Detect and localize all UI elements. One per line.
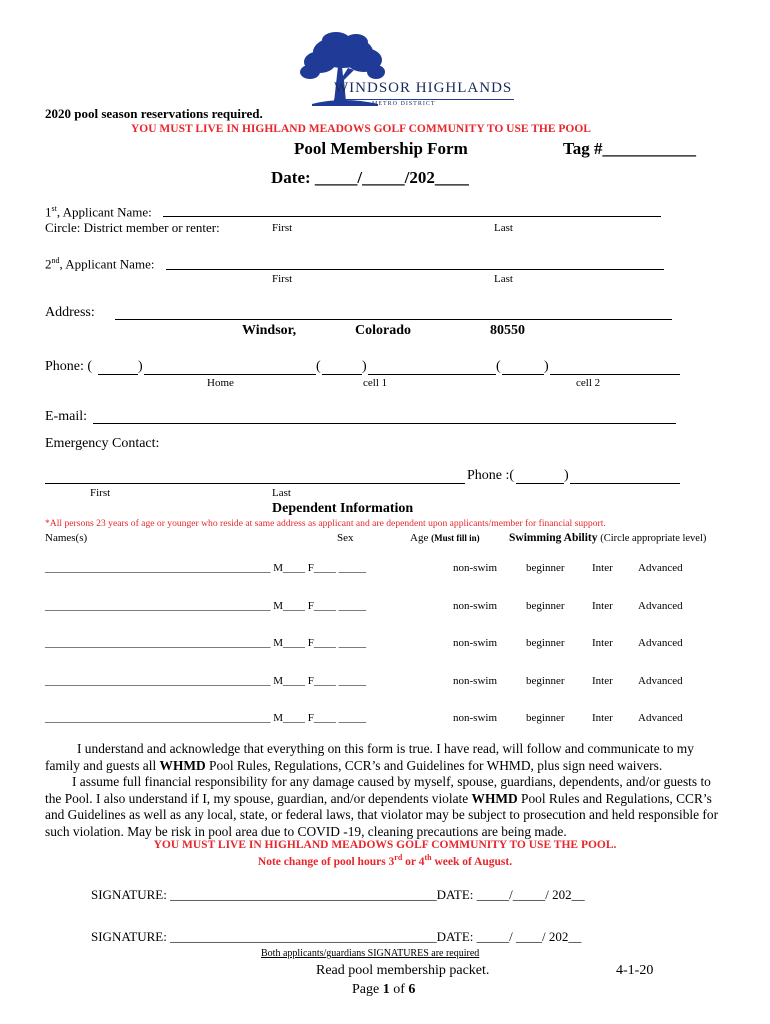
pool-hours-note: Note change of pool hours 3rd or 4th week of August. (257, 853, 513, 868)
emergency-last-label: Last (272, 487, 291, 499)
phone-cell1-field[interactable] (368, 374, 496, 375)
emergency-phone-area-field[interactable] (516, 483, 564, 484)
applicant2-first-label: First (272, 273, 293, 285)
level-non-swim[interactable]: non-swim (453, 675, 497, 687)
level-advanced[interactable]: Advanced (638, 637, 683, 649)
applicant1-circle-label: Circle: District member or renter: (45, 220, 220, 235)
logo-rule (334, 99, 514, 100)
level-non-swim[interactable]: non-swim (453, 600, 497, 612)
level-non-swim[interactable]: non-swim (453, 637, 497, 649)
footer-revision-date: 4-1-20 (616, 963, 654, 978)
phone-paren-close-3: ) (544, 359, 549, 374)
footer-read-packet: Read pool membership packet. (316, 963, 490, 978)
level-advanced[interactable]: Advanced (638, 675, 683, 687)
level-beginner[interactable]: beginner (526, 675, 565, 687)
col-sex-header: Sex (337, 532, 354, 544)
level-non-swim[interactable]: non-swim (453, 712, 497, 724)
level-advanced[interactable]: Advanced (638, 562, 683, 574)
address-zip: 80550 (490, 323, 525, 338)
phone-home-label: Home (207, 377, 234, 389)
applicant1-first-label: First (272, 222, 293, 234)
level-advanced[interactable]: Advanced (638, 600, 683, 612)
dependent-entry-line[interactable]: _________________________________________ M____ F____ _____ (45, 637, 367, 649)
phone-paren-open-3: ( (496, 359, 501, 374)
applicant1-label: 1st, Applicant Name: (45, 204, 152, 220)
phone-cell1-area-field[interactable] (322, 374, 362, 375)
level-beginner[interactable]: beginner (526, 637, 565, 649)
logo-name: WINDSOR HIGHLANDS (334, 80, 513, 96)
level-inter[interactable]: Inter (592, 600, 613, 612)
phone-home-area-field[interactable] (98, 374, 138, 375)
level-beginner[interactable]: beginner (526, 712, 565, 724)
dependent-entry-line[interactable]: _________________________________________ M____ F____ _____ (45, 712, 367, 724)
col-names-header: Names(s) (45, 532, 88, 544)
logo (298, 30, 518, 110)
dependent-entry-line[interactable]: _________________________________________ M____ F____ _____ (45, 562, 367, 574)
level-inter[interactable]: Inter (592, 675, 613, 687)
level-inter[interactable]: Inter (592, 637, 613, 649)
signature-line-1[interactable]: SIGNATURE: _________________________________________DATE: _____/_____/ 202__ (91, 887, 585, 902)
emergency-phone-field[interactable] (570, 483, 680, 484)
address-city: Windsor, (242, 323, 297, 338)
address-field[interactable] (115, 319, 672, 320)
applicant1-last-label: Last (494, 222, 513, 234)
email-label: E-mail: (45, 409, 87, 424)
address-state: Colorado (355, 323, 411, 338)
phone-label: Phone: ( (45, 359, 93, 374)
dependent-entry-line[interactable]: _________________________________________ M____ F____ _____ (45, 600, 367, 612)
table-row (45, 712, 725, 728)
level-beginner[interactable]: beginner (526, 600, 565, 612)
agreement-paragraph-1: I understand and acknowledge that everything on this form is true. I have read, will follow and communicate to my family and guests all WHMD Pool Rules, Regulations, CCR’s and Guidelines for WHMD, plus sign need waivers. (45, 741, 694, 773)
tree-icon (298, 30, 388, 110)
phone-cell2-field[interactable] (550, 374, 680, 375)
applicant2-last-label: Last (494, 273, 513, 285)
tag-field[interactable]: Tag #___________ (563, 139, 697, 158)
residency-warning-2: YOU MUST LIVE IN HIGHLAND MEADOWS GOLF COMMUNITY TO USE THE POOL. (153, 839, 617, 851)
page-number: Page 1 of 6 (352, 982, 416, 997)
phone-paren-close: ) (138, 359, 143, 374)
emergency-first-label: First (90, 487, 111, 499)
dependents-note: *All persons 23 years of age or younger who reside at same address as applicant and are dependent upon applicants/member for financial support. (45, 518, 606, 529)
logo-sub: METRO DISTRICT (372, 101, 436, 107)
col-swim-header: Swimming Ability (Circle appropriate level) (509, 532, 707, 544)
applicant2-label: 2nd, Applicant Name: (45, 256, 155, 272)
signature-requirement-note: Both applicants/guardians SIGNATURES are required (261, 948, 480, 959)
applicant2-name-field[interactable] (166, 269, 664, 270)
phone-paren-close-2: ) (362, 359, 367, 374)
emergency-paren-close: ) (564, 468, 569, 483)
level-advanced[interactable]: Advanced (638, 712, 683, 724)
phone-paren-open-2: ( (316, 359, 321, 374)
level-non-swim[interactable]: non-swim (453, 562, 497, 574)
level-beginner[interactable]: beginner (526, 562, 565, 574)
agreement-paragraph-2: I assume full financial responsibility for any damage caused by myself, spouse, guardians, dependents, and/or guests to the Pool. I also understand if I, my spouse, guardian, and/or dependents violate WHMD Pool Rules and Regulations, CCR’s and Guidelines as well as any local, state, or federal laws, that violator may be subject to prosecution and held responsible for such violation. May be risk in pool area due to COVID -19, cleaning precautions are being made. (45, 774, 719, 839)
col-age-header: Age (Must fill in) (410, 532, 480, 544)
email-field[interactable] (93, 423, 676, 424)
level-inter[interactable]: Inter (592, 712, 613, 724)
phone-home-field[interactable] (144, 374, 316, 375)
table-row (45, 675, 725, 691)
emergency-label: Emergency Contact: (45, 436, 160, 451)
phone-cell2-label: cell 2 (576, 377, 601, 389)
dependent-entry-line[interactable]: _________________________________________ M____ F____ _____ (45, 675, 367, 687)
reservations-notice: 2020 pool season reservations required. (45, 106, 263, 121)
table-row (45, 600, 725, 616)
applicant1-name-field[interactable] (163, 216, 661, 217)
signature-line-2[interactable]: SIGNATURE: _________________________________________DATE: _____/ ____/ 202__ (91, 929, 582, 944)
dependents-title: Dependent Information (272, 501, 414, 516)
emergency-name-field[interactable] (45, 483, 465, 484)
residency-warning: YOU MUST LIVE IN HIGHLAND MEADOWS GOLF COMMUNITY TO USE THE POOL (131, 123, 591, 135)
form-title: Pool Membership Form (294, 139, 468, 158)
table-row (45, 562, 725, 578)
level-inter[interactable]: Inter (592, 562, 613, 574)
table-row (45, 637, 725, 653)
phone-cell2-area-field[interactable] (502, 374, 544, 375)
phone-cell1-label: cell 1 (363, 377, 388, 389)
emergency-phone-label: Phone :( (467, 468, 515, 483)
date-field[interactable]: Date: _____/_____/202____ (271, 168, 469, 187)
address-label: Address: (45, 305, 95, 320)
